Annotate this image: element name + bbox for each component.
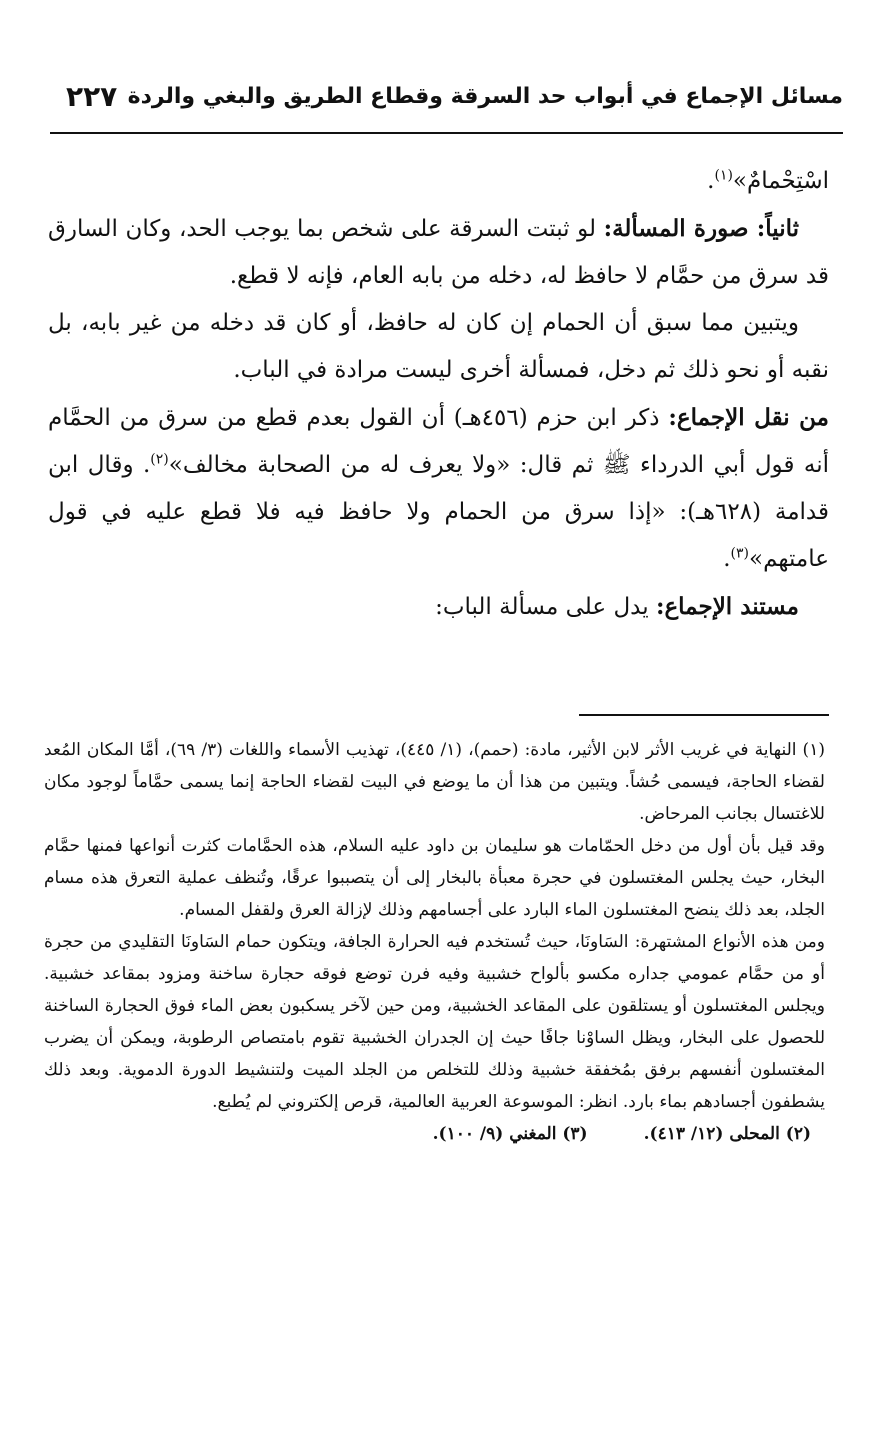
paragraph-issue-form: ثانياً: صورة المسألة: لو ثبتت السرقة على شخص بما يوجب الحد، وكان السارق قد سرق من حمَّام لا حافظ له، دخله من بابه العام، فإنه لا قطع. [48,215,829,289]
main-text [48,158,829,631]
section-label-transmitters: من نقل الإجماع: [668,404,829,431]
footnote-ref-2: (٢) [150,451,169,468]
section-label-basis: مستند الإجماع: [655,593,799,620]
paragraph-continuation: اسْتِحْمامٌ»$^{(١)}$. [707,167,829,194]
footnote-2: (٢) المحلى (١٢/ ٤١٣). [643,1124,811,1144]
footnotes-2-3-row [44,1118,825,1150]
page-number: ٢٢٧ [66,80,118,113]
footnote-1-part-2: وقد قيل بأن أول من دخل الحمّامات هو سليمان بن داود عليه السلام، هذه الحمَّامات كثرت أنواعها فمنها حمَّام البخار، حيث يجلس المغتسلون في حجرة معبأة بالبخار إلى أن يتصببوا عرقًا، وتُنظف عملية التعرق هذه مسام الجلد، بعد ذلك ينضح المغتسلون الماء البارد على أجسامهم وذلك لإزالة العرق ولقفل المسام. [44,836,825,920]
paragraph-consensus-basis: مستند الإجماع: يدل على مسألة الباب: [435,593,799,620]
footnote-1: (١) النهاية في غريب الأثر لابن الأثير، مادة: (حمم)، (١/ ٤٤٥)، تهذيب الأسماء واللغات (٣/ ٦٩)، أمَّا المكان المُعد لقضاء الحاجة، فيسمى حُشاً. ويتبين من هذا أن ما يوضع في البيت لقضاء الحاجة إنما يسمى حمَّاماً لوجود مكان للاغتسال بجانب المرحاض. [44,740,825,824]
page-header [50,78,843,134]
footnote-separator [579,714,829,716]
running-title: مسائل الإجماع في أبواب حد السرقة وقطاع الطريق والبغي والردة [127,84,843,109]
footnotes [44,734,825,1150]
footnote-1-part-3: ومن هذه الأنواع المشتهرة: السَاونَا، حيث تُستخدم فيه الحرارة الجافة، ويتكون حمام السَاونَا التقليدي من حجرة أو من حمَّام عمومي جداره مكسو بألواح خشبية وفيه فرن توضع فوقه حجارة ساخنة ومزود بمقاعد خشبية. ويجلس المغتسلون أو يستلقون على المقاعد الخشبية، ومن حين لآخر يسكبون بعض الماء فوق الحجارة الساخنة للحصول على البخار، ويظل الساوْنا جافًا حيث إن الجدران الخشبية تقوم بامتصاص الرطوبة، ويمكن أن يضرب المغتسلون أنفسهم برفق بمُخفقة خشبية وذلك للتخلص من الجلد الميت ولتنشيط الدورة الدموية. وبعد ذلك يشطفون أجسادهم بماء بارد. انظر: الموسوعة العربية العالمية، قرص إلكتروني لم يُطبع. [44,932,825,1112]
footnote-3: (٣) المغني (٩/ ١٠٠). [432,1124,588,1144]
section-label-issue-form: ثانياً: صورة المسألة: [603,215,799,242]
paragraph-clarification: ويتبين مما سبق أن الحمام إن كان له حافظ، أو كان قد دخله من غير بابه، بل نقبه أو نحو ذلك ثم دخل، فمسألة أخرى ليست مرادة في الباب. [48,310,829,383]
footnote-ref-1: (١) [714,167,733,184]
footnote-ref-3: (٣) [730,545,750,562]
paragraph-consensus-transmitters: من نقل الإجماع: ذكر ابن حزم (٤٥٦هـ) أن القول بعدم قطع من سرق من الحمَّام أنه قول أبي الدرداء ﷺ ثم قال: «ولا يعرف له من الصحابة مخالف»$^{(٢)}$. وقال ابن قدامة (٦٢٨هـ): «إذا سرق من الحمام ولا حافظ فيه فلا قطع عليه في قول عامتهم»$^{(٣)}$. [48,404,829,572]
